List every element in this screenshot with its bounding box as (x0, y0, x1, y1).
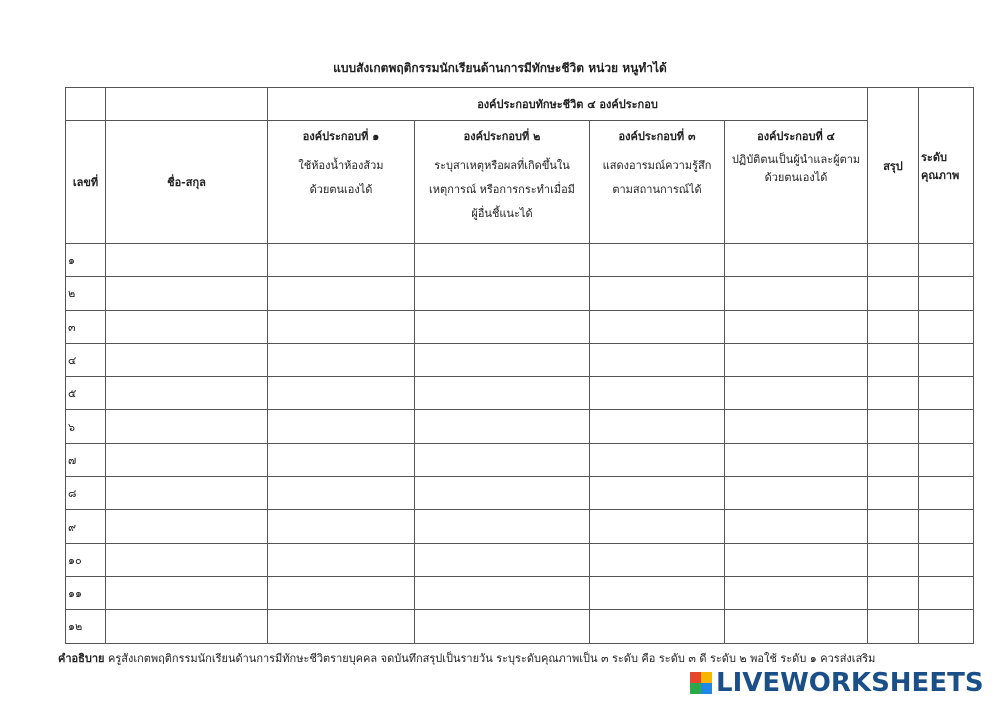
component-1-cell[interactable] (268, 244, 415, 277)
table-row (66, 343, 974, 376)
component-4-cell[interactable] (725, 576, 868, 609)
component-4-cell[interactable] (725, 610, 868, 643)
summary-cell[interactable] (868, 244, 919, 277)
row-number: ๑๐ (66, 543, 106, 576)
component-3-title: องค์ประกอบที่ ๓ (618, 130, 696, 143)
row-number: ๖ (66, 410, 106, 443)
component-3-cell[interactable] (590, 310, 725, 343)
components-group-header: องค์ประกอบทักษะชีวิต ๔ องค์ประกอบ (268, 88, 868, 121)
component-2-cell[interactable] (415, 477, 590, 510)
summary-cell[interactable] (868, 277, 919, 310)
summary-cell[interactable] (868, 410, 919, 443)
name-cell[interactable] (106, 543, 268, 576)
row-number: ๔ (66, 343, 106, 376)
component-2-desc-line: เหตุการณ์ หรือการกระทำเมื่อมี (429, 183, 575, 196)
name-cell[interactable] (106, 477, 268, 510)
row-number: ๕ (66, 377, 106, 410)
component-1-cell[interactable] (268, 277, 415, 310)
component-4-cell[interactable] (725, 277, 868, 310)
summary-cell[interactable] (868, 543, 919, 576)
component-2-desc-line: ผู้อื่นชี้แนะได้ (471, 207, 533, 220)
name-cell[interactable] (106, 410, 268, 443)
component-2-cell[interactable] (415, 377, 590, 410)
component-1-cell[interactable] (268, 477, 415, 510)
component-2-cell[interactable] (415, 310, 590, 343)
component-2-cell[interactable] (415, 610, 590, 643)
component-2-cell[interactable] (415, 576, 590, 609)
quality-level-cell[interactable] (919, 343, 974, 376)
table-row (66, 377, 974, 410)
summary-cell[interactable] (868, 510, 919, 543)
table-row (66, 610, 974, 643)
component-4-title: องค์ประกอบที่ ๔ (757, 130, 835, 143)
component-1-cell[interactable] (268, 443, 415, 476)
row-number: ๑๒ (66, 610, 106, 643)
component-4-cell[interactable] (725, 244, 868, 277)
component-3-cell[interactable] (590, 277, 725, 310)
component-4-cell[interactable] (725, 477, 868, 510)
header-blank-name (106, 88, 268, 121)
component-4-header (725, 121, 868, 244)
header-row-2 (66, 121, 974, 244)
name-cell[interactable] (106, 443, 268, 476)
component-2-cell[interactable] (415, 443, 590, 476)
name-cell[interactable] (106, 510, 268, 543)
component-2-cell[interactable] (415, 543, 590, 576)
component-3-cell[interactable] (590, 510, 725, 543)
component-4-description (725, 151, 867, 187)
component-4-cell[interactable] (725, 543, 868, 576)
component-4-desc-line: ด้วยตนเองได้ (764, 171, 828, 184)
name-cell[interactable] (106, 576, 268, 609)
component-3-description (590, 154, 724, 202)
logo-square (690, 683, 701, 694)
quality-level-cell[interactable] (919, 510, 974, 543)
component-4-cell[interactable] (725, 343, 868, 376)
component-4-cell[interactable] (725, 310, 868, 343)
component-2-cell[interactable] (415, 244, 590, 277)
component-1-cell[interactable] (268, 310, 415, 343)
row-number: ๑๑ (66, 576, 106, 609)
summary-cell[interactable] (868, 343, 919, 376)
quality-level-label-1: ระดับ (921, 150, 947, 164)
component-3-cell[interactable] (590, 477, 725, 510)
component-3-cell[interactable] (590, 610, 725, 643)
student-rows (66, 244, 974, 644)
liveworksheets-logo[interactable] (690, 668, 984, 698)
row-number: ๒ (66, 277, 106, 310)
component-3-cell[interactable] (590, 377, 725, 410)
component-4-cell[interactable] (725, 510, 868, 543)
component-3-header (590, 121, 725, 244)
component-1-cell[interactable] (268, 410, 415, 443)
quality-level-cell[interactable] (919, 277, 974, 310)
component-1-cell[interactable] (268, 576, 415, 609)
component-2-cell[interactable] (415, 410, 590, 443)
component-2-title: องค์ประกอบที่ ๒ (463, 130, 541, 143)
component-3-cell[interactable] (590, 343, 725, 376)
name-cell[interactable] (106, 244, 268, 277)
quality-level-cell[interactable] (919, 410, 974, 443)
row-number: ๑ (66, 244, 106, 277)
page-title: แบบสังเกตพฤติกรรมนักเรียนด้านการมีทักษะชีวิต หน่วย หนูทำได้ (333, 61, 667, 75)
component-2-cell[interactable] (415, 343, 590, 376)
quality-level-cell[interactable] (919, 610, 974, 643)
table-row (66, 410, 974, 443)
table-row (66, 277, 974, 310)
summary-cell[interactable] (868, 477, 919, 510)
component-4-cell[interactable] (725, 443, 868, 476)
name-cell[interactable] (106, 343, 268, 376)
table-row (66, 543, 974, 576)
instruction-label: คำอธิบาย (58, 652, 105, 665)
header-blank-number (66, 88, 106, 121)
component-2-description (415, 154, 589, 226)
liveworksheets-logo-icon (690, 672, 712, 694)
liveworksheets-logo-text: LIVEWORKSHEETS (716, 668, 984, 698)
summary-cell[interactable] (868, 377, 919, 410)
component-3-desc-line: แสดงอารมณ์ความรู้สึก (602, 159, 712, 172)
component-4-desc-line: ปฏิบัติตนเป็นผู้นำและผู้ตาม (731, 153, 861, 166)
component-2-cell[interactable] (415, 277, 590, 310)
component-1-desc-line: ใช้ห้องน้ำห้องส้วม (298, 159, 384, 172)
name-cell[interactable] (106, 377, 268, 410)
component-1-cell[interactable] (268, 543, 415, 576)
quality-level-cell[interactable] (919, 576, 974, 609)
logo-square (690, 672, 701, 683)
quality-level-header (919, 88, 974, 244)
logo-square (701, 683, 712, 694)
summary-cell[interactable] (868, 610, 919, 643)
observation-table (65, 87, 974, 644)
quality-level-cell[interactable] (919, 244, 974, 277)
name-header: ชื่อ-สกุล (106, 121, 268, 244)
quality-level-cell[interactable] (919, 310, 974, 343)
component-3-desc-line: ตามสถานการณ์ได้ (612, 183, 702, 196)
instruction-text: ครูสังเกตพฤติกรรมนักเรียนด้านการมีทักษะชีวิตรายบุคคล จดบันทึกสรุปเป็นรายวัน ระบุระดับคุณภาพเป็น ๓ ระดับ คือ ระดับ ๓ ดี ระดับ ๒ พอใช้ ระดับ ๑ ควรส่งเสริม (104, 652, 876, 665)
table-row (66, 477, 974, 510)
header-row-1 (66, 88, 974, 121)
summary-cell[interactable] (868, 310, 919, 343)
name-cell[interactable] (106, 310, 268, 343)
logo-square (701, 672, 712, 683)
component-4-cell[interactable] (725, 410, 868, 443)
row-number: ๙ (66, 510, 106, 543)
table-row (66, 443, 974, 476)
table-row (66, 576, 974, 609)
instruction-note (58, 649, 875, 667)
component-1-cell[interactable] (268, 377, 415, 410)
component-3-cell[interactable] (590, 576, 725, 609)
component-3-cell[interactable] (590, 244, 725, 277)
name-cell[interactable] (106, 277, 268, 310)
name-cell[interactable] (106, 610, 268, 643)
component-1-header (268, 121, 415, 244)
quality-level-cell[interactable] (919, 543, 974, 576)
row-number: ๓ (66, 310, 106, 343)
summary-header: สรุป (868, 88, 919, 244)
component-3-cell[interactable] (590, 443, 725, 476)
component-1-cell[interactable] (268, 510, 415, 543)
component-2-desc-line: ระบุสาเหตุหรือผลที่เกิดขึ้นใน (434, 159, 570, 172)
row-number: ๗ (66, 443, 106, 476)
quality-level-cell[interactable] (919, 477, 974, 510)
quality-level-label-2: คุณภาพ (921, 168, 960, 182)
component-1-cell[interactable] (268, 343, 415, 376)
component-2-cell[interactable] (415, 510, 590, 543)
number-header: เลขที่ (66, 121, 106, 244)
table-row (66, 310, 974, 343)
component-1-desc-line: ด้วยตนเองได้ (309, 183, 373, 196)
component-3-cell[interactable] (590, 410, 725, 443)
quality-level-cell[interactable] (919, 443, 974, 476)
quality-level-cell[interactable] (919, 377, 974, 410)
component-3-cell[interactable] (590, 543, 725, 576)
component-4-cell[interactable] (725, 377, 868, 410)
component-1-cell[interactable] (268, 610, 415, 643)
table-row (66, 510, 974, 543)
table-row (66, 244, 974, 277)
row-number: ๘ (66, 477, 106, 510)
summary-cell[interactable] (868, 443, 919, 476)
component-2-header (415, 121, 590, 244)
component-1-title: องค์ประกอบที่ ๑ (302, 130, 380, 143)
component-1-description (268, 154, 414, 202)
summary-cell[interactable] (868, 576, 919, 609)
